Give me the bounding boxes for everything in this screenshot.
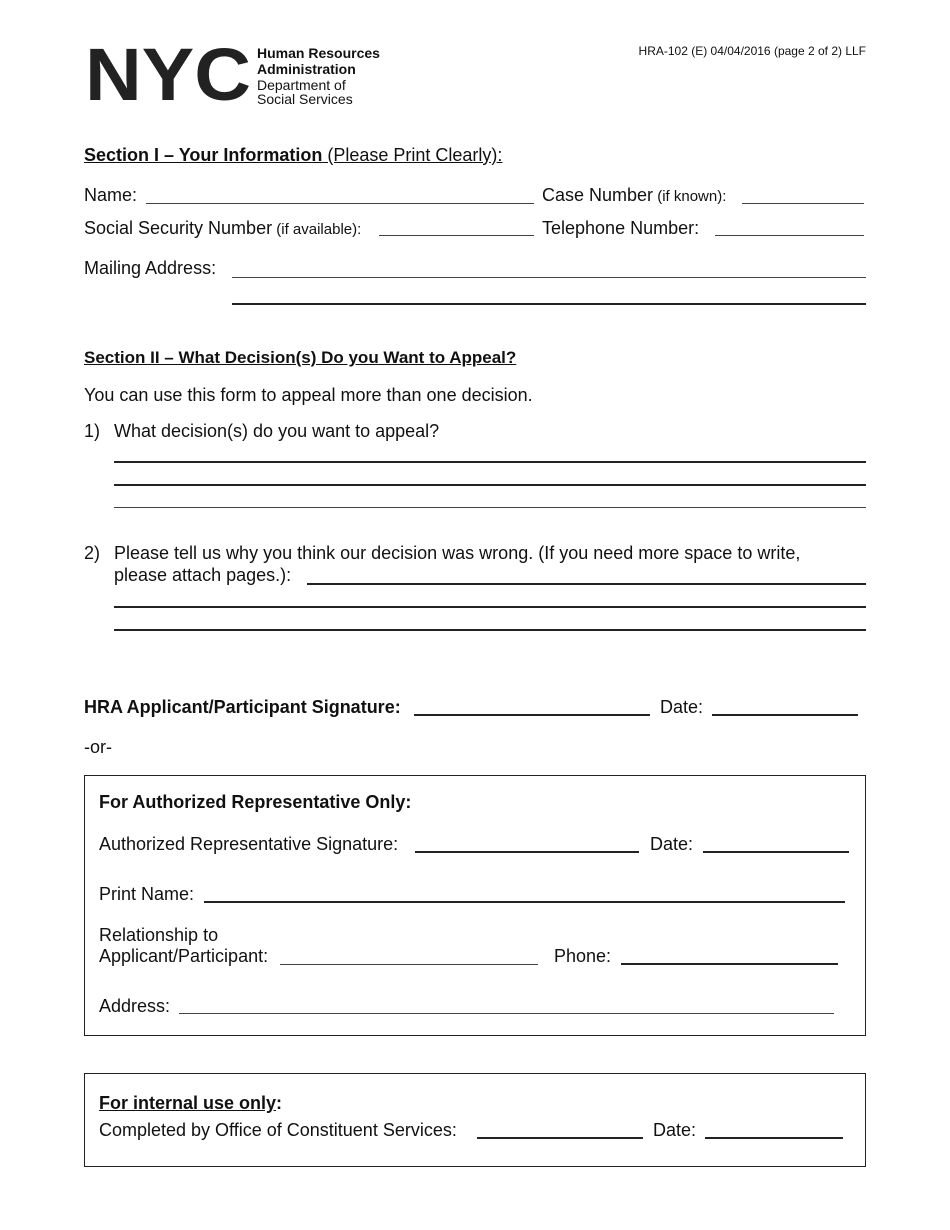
internal-use-heading xyxy=(99,1093,282,1114)
nyc-logo-mark xyxy=(84,42,254,104)
rep-address-field[interactable] xyxy=(179,1013,834,1014)
q1-answer-line-1[interactable] xyxy=(114,461,866,463)
name-label: Name: xyxy=(84,185,138,205)
q1-answer-line-3[interactable] xyxy=(114,507,866,508)
rep-phone-label: Phone: xyxy=(554,946,612,966)
agency-line-2: Administration xyxy=(257,61,356,77)
rep-relationship-label-2: Applicant/Participant: xyxy=(99,946,269,966)
name-field[interactable] xyxy=(146,203,534,204)
q1-answer-line-2[interactable] xyxy=(114,484,866,486)
q2-answer-line-1[interactable] xyxy=(307,583,866,585)
section1-heading xyxy=(84,145,502,166)
applicant-date-field[interactable] xyxy=(712,714,858,716)
internal-use-colon: : xyxy=(276,1093,283,1113)
section2-intro: You can use this form to appeal more than one decision. xyxy=(84,385,533,405)
q2-answer-line-2[interactable] xyxy=(114,606,866,608)
section2-title: Section II – What Decision(s) Do you Want to Appeal? xyxy=(84,348,517,367)
ssn-note: (if available): xyxy=(272,221,362,238)
logo-letters: NYC xyxy=(85,42,251,104)
form-code: HRA-102 (E) 04/04/2016 (page 2 of 2) LLF xyxy=(638,44,866,58)
q2-text-line-2: please attach pages.): xyxy=(114,565,292,585)
applicant-date-label: Date: xyxy=(660,697,704,717)
applicant-signature-field[interactable] xyxy=(414,714,650,716)
internal-date-field[interactable] xyxy=(705,1137,843,1139)
rep-phone-field[interactable] xyxy=(621,963,838,965)
rep-signature-label: Authorized Representative Signature: xyxy=(99,834,399,854)
section1-title: Section I – Your Information xyxy=(84,145,323,165)
rep-relationship-label-1: Relationship to xyxy=(99,925,219,945)
completed-by-label: Completed by Office of Constituent Services: xyxy=(99,1120,457,1140)
dept-line-2: Social Services xyxy=(257,91,353,107)
rep-box-title: For Authorized Representative Only: xyxy=(99,792,412,812)
dept-line-1: Department of xyxy=(257,77,346,93)
rep-print-name-label: Print Name: xyxy=(99,884,195,904)
q2-answer-line-3[interactable] xyxy=(114,629,866,631)
ssn-field[interactable] xyxy=(379,235,534,236)
or-separator: -or- xyxy=(84,737,112,757)
q2-text-line-1: Please tell us why you think our decision was wrong. (If you need more space to write, xyxy=(114,543,801,563)
rep-date-field[interactable] xyxy=(703,851,849,853)
case-number-text: Case Number xyxy=(542,185,654,205)
rep-relationship-field[interactable] xyxy=(280,964,538,965)
rep-address-label: Address: xyxy=(99,996,171,1016)
telephone-field[interactable] xyxy=(715,235,864,236)
authorized-representative-box xyxy=(84,775,866,1036)
rep-date-label: Date: xyxy=(650,834,694,854)
completed-by-field[interactable] xyxy=(477,1137,643,1139)
mailing-address-label: Mailing Address: xyxy=(84,258,217,278)
ssn-label xyxy=(84,218,361,239)
q1-number: 1) xyxy=(84,421,101,441)
case-number-label xyxy=(542,185,726,206)
telephone-label: Telephone Number: xyxy=(542,218,700,238)
case-number-note: (if known): xyxy=(653,188,727,205)
q1-text: What decision(s) do you want to appeal? xyxy=(114,421,440,441)
case-number-field[interactable] xyxy=(742,203,864,204)
rep-print-name-field[interactable] xyxy=(204,901,845,903)
ssn-text: Social Security Number xyxy=(84,218,273,238)
section1-title-note: (Please Print Clearly): xyxy=(322,145,503,165)
mailing-address-field-2[interactable] xyxy=(232,303,866,305)
mailing-address-field-1[interactable] xyxy=(232,277,866,278)
rep-signature-field[interactable] xyxy=(415,851,639,853)
internal-date-label: Date: xyxy=(653,1120,697,1140)
applicant-signature-label: HRA Applicant/Participant Signature: xyxy=(84,697,401,717)
internal-use-title: For internal use only xyxy=(99,1093,277,1113)
agency-line-1: Human Resources xyxy=(257,45,380,61)
q2-number: 2) xyxy=(84,543,101,563)
